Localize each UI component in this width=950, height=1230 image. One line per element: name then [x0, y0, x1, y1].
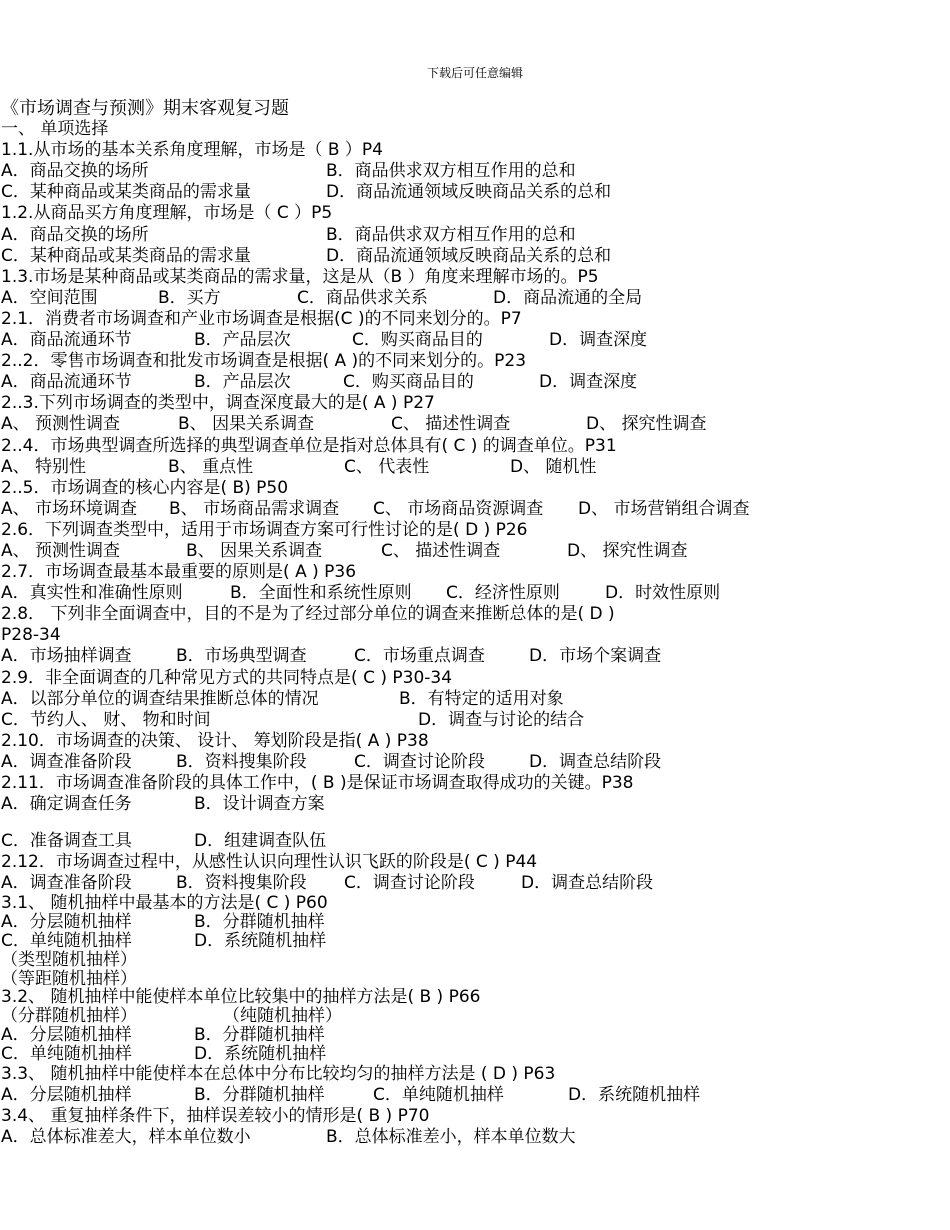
- section-heading: [1, 119, 946, 140]
- option-text: C、 市场商品资源调查: [373, 498, 544, 519]
- option-row: [1, 457, 946, 478]
- option-text: A．分层随机抽样: [1, 912, 132, 933]
- question-text: 2.12．市场调查过程中，从感性认识向理性认识飞跃的阶段是( C ) P44: [1, 852, 538, 873]
- option-row: [1, 246, 946, 267]
- option-row: [1, 1007, 946, 1026]
- option-text: C．节约人、 财、 物和时间: [1, 709, 211, 730]
- question-text: （类型随机抽样）: [1, 949, 137, 970]
- question-line: [1, 436, 946, 457]
- option-text: A．空间范围: [1, 287, 98, 308]
- question-line: [1, 393, 946, 414]
- option-text: A．市场抽样调查: [1, 646, 132, 667]
- option-row: [1, 1127, 946, 1148]
- question-text: 2.7．市场调查最基本最重要的原则是( A ) P36: [1, 562, 357, 583]
- option-text: C．单纯随机抽样: [1, 1043, 132, 1064]
- option-text: B、 因果关系调查: [178, 414, 315, 435]
- question-line: [1, 988, 946, 1007]
- option-row: [1, 1085, 946, 1106]
- question-line: [1, 604, 946, 625]
- option-text: A．调查准备阶段: [1, 751, 132, 772]
- question-text: 2.9．非全面调查的几种常见方式的共同特点是( C ) P30-34: [1, 667, 453, 688]
- option-text: B、 市场商品需求调查: [169, 498, 340, 519]
- option-text: D．时效性原则: [605, 583, 721, 604]
- question-text: 2..5．市场调查的核心内容是( B) P50: [1, 477, 289, 498]
- question-text: 2..3.下列市场调查的类型中，调查深度最大的是( A ) P27: [1, 393, 435, 414]
- question-text: 2..4．市场典型调查所选择的典型调查单位是指对总体具有( C ) 的调查单位。P31: [1, 435, 617, 456]
- option-text: A．商品流通环节: [1, 372, 132, 393]
- question-line: [1, 773, 946, 794]
- option-row: [1, 831, 946, 852]
- option-text: B．商品供求双方相互作用的总和: [326, 161, 576, 182]
- option-row: [1, 646, 946, 667]
- question-line: [1, 625, 946, 646]
- question-line: [1, 894, 946, 913]
- option-text: A．以部分单位的调查结果推断总体的情况: [1, 688, 319, 709]
- question-line: [1, 351, 946, 372]
- option-text: A、 市场环境调查: [1, 498, 138, 519]
- question-line: [1, 1064, 946, 1085]
- option-text: A．分层随机抽样: [1, 1025, 132, 1046]
- option-text: A、 预测性调查: [1, 414, 121, 435]
- document-title: [1, 98, 946, 119]
- option-text: C．市场重点调查: [354, 646, 485, 667]
- option-row: [1, 372, 946, 393]
- option-row: [1, 288, 946, 309]
- option-text: D、 市场营销组合调查: [578, 498, 750, 519]
- question-text: 2.8． 下列非全面调查中，目的不是为了经过部分单位的调查来推断总体的是( D ): [1, 604, 615, 625]
- option-text: B．分群随机抽样: [194, 1084, 325, 1105]
- question-text: 3.4、 重复抽样条件下，抽样误差较小的情形是( B ) P70: [1, 1105, 430, 1126]
- option-text: D、 随机性: [510, 456, 597, 477]
- question-line: [1, 267, 946, 288]
- option-text: B．买方: [158, 287, 221, 308]
- option-text: B．分群随机抽样: [194, 912, 325, 933]
- question-text: 3.2、 随机抽样中能使样本单位比较集中的抽样方法是( B ) P66: [1, 987, 481, 1008]
- option-text: B．产品层次: [194, 330, 291, 351]
- option-row: [1, 932, 946, 951]
- option-text: C．单纯随机抽样: [373, 1084, 504, 1105]
- option-text: A、 预测性调查: [1, 540, 121, 561]
- question-text: 3.1、 随机抽样中最基本的方法是( C ) P60: [1, 893, 328, 914]
- option-text: C．购买商品目的: [352, 330, 483, 351]
- question-list: [1, 140, 946, 1148]
- question-line: [1, 309, 946, 330]
- option-text: D．系统随机抽样: [194, 1043, 327, 1064]
- question-line: [1, 970, 946, 989]
- question-line: [1, 562, 946, 583]
- option-text: C．准备调查工具: [1, 831, 132, 852]
- option-row: [1, 794, 946, 815]
- option-row: [1, 1045, 946, 1064]
- option-text: D、 探究性调查: [567, 540, 688, 561]
- option-text: D．系统随机抽样: [568, 1084, 701, 1105]
- option-text: B．产品层次: [194, 372, 291, 393]
- option-text: D．系统随机抽样: [194, 931, 327, 952]
- document-body: [1, 98, 946, 1148]
- question-line: [1, 520, 946, 541]
- option-row: [1, 541, 946, 562]
- question-line: [1, 478, 946, 499]
- option-row: [1, 710, 946, 731]
- option-row: [1, 913, 946, 932]
- option-text: B．资料搜集阶段: [176, 751, 307, 772]
- question-line: [1, 951, 946, 970]
- question-line: [1, 668, 946, 689]
- option-row: [1, 414, 946, 435]
- option-row: [1, 499, 946, 520]
- option-text: C、 代表性: [344, 456, 430, 477]
- option-text: D、 探究性调查: [586, 414, 707, 435]
- option-text: D．调查总结阶段: [529, 751, 662, 772]
- question-line: [1, 140, 946, 161]
- question-line: [1, 852, 946, 873]
- option-text: C．购买商品目的: [343, 372, 474, 393]
- option-text: D．商品流通领域反映商品关系的总和: [326, 245, 612, 266]
- question-line: [1, 731, 946, 752]
- option-text: （纯随机抽样）: [223, 1006, 342, 1027]
- option-text: B．设计调查方案: [194, 794, 325, 815]
- option-text: B．分群随机抽样: [194, 1025, 325, 1046]
- option-row: [1, 330, 946, 351]
- question-text: 3.3、 随机抽样中能使样本在总体中分布比较均匀的抽样方法是 ( D ) P63: [1, 1063, 556, 1084]
- question-text: 2..2．零售市场调查和批发市场调查是根据( A )的不同来划分的。P23: [1, 351, 527, 372]
- option-text: B．商品供求双方相互作用的总和: [326, 224, 576, 245]
- option-row: [1, 225, 946, 246]
- option-text: B、 重点性: [168, 456, 254, 477]
- option-text: B．有特定的适用对象: [399, 688, 564, 709]
- question-text: P28-34: [1, 625, 61, 646]
- option-row: [1, 182, 946, 203]
- option-text: D．市场个案调查: [529, 646, 662, 667]
- option-text: D．商品流通领域反映商品关系的总和: [326, 182, 612, 203]
- option-text: B．资料搜集阶段: [176, 873, 307, 894]
- option-text: A．商品交换的场所: [1, 161, 149, 182]
- question-text: （等距随机抽样）: [1, 968, 137, 989]
- question-line: [1, 203, 946, 224]
- option-text: A．真实性和准确性原则: [1, 583, 183, 604]
- question-text: 1.1.从市场的基本关系角度理解，市场是（ B ）P4: [1, 140, 383, 161]
- option-text: A、 特别性: [1, 456, 87, 477]
- option-text: D．调查深度: [539, 372, 638, 393]
- option-row: [1, 161, 946, 182]
- option-text: C．单纯随机抽样: [1, 931, 132, 952]
- question-text: 2.1．消费者市场调查和产业市场调查是根据(C )的不同来划分的。P7: [1, 308, 522, 329]
- question-line: [1, 1106, 946, 1127]
- option-text: C．调查讨论阶段: [354, 751, 485, 772]
- option-text: C．经济性原则: [446, 583, 560, 604]
- option-text: C．某种商品或某类商品的需求量: [1, 245, 251, 266]
- option-text: A．确定调查任务: [1, 794, 132, 815]
- option-text: A．分层随机抽样: [1, 1084, 132, 1105]
- section-heading-text: 一、 单项选择: [1, 119, 109, 140]
- option-text: B、 因果关系调查: [186, 540, 323, 561]
- option-text: D．组建调查队伍: [194, 831, 327, 852]
- option-text: B．市场典型调查: [176, 646, 307, 667]
- document-title-text: 《市场调查与预测》期末客观复习题: [1, 98, 289, 119]
- option-text: D．商品流通的全局: [493, 287, 643, 308]
- option-text: C．商品供求关系: [297, 287, 428, 308]
- option-text: C、 描述性调查: [391, 414, 511, 435]
- option-row: [1, 1026, 946, 1045]
- option-row: [1, 752, 946, 773]
- option-text: A．调查准备阶段: [1, 873, 132, 894]
- option-text: （分群随机抽样）: [1, 1006, 137, 1027]
- option-text: C．某种商品或某类商品的需求量: [1, 182, 251, 203]
- question-text: 1.2.从商品买方角度理解，市场是（ C ）P5: [1, 203, 333, 224]
- page-header-note: 下载后可任意编辑: [426, 66, 523, 80]
- question-text: 2.6．下列调查类型中，适用于市场调查方案可行性讨论的是( D ) P26: [1, 519, 528, 540]
- question-text: 2.10．市场调查的决策、 设计、 筹划阶段是指( A ) P38: [1, 730, 429, 751]
- option-text: B．总体标准差小，样本单位数大: [326, 1126, 576, 1147]
- option-row: [1, 873, 946, 894]
- option-row: [1, 689, 946, 710]
- option-text: D．调查与讨论的结合: [418, 709, 585, 730]
- option-text: A．总体标准差大，样本单位数小: [1, 1126, 251, 1147]
- question-text: 2.11．市场调查准备阶段的具体工作中，( B )是保证市场调查取得成功的关键。P38: [1, 773, 634, 793]
- option-text: D．调查深度: [549, 330, 648, 351]
- option-text: A．商品交换的场所: [1, 224, 149, 245]
- option-text: B．全面性和系统性原则: [230, 583, 412, 604]
- option-text: C、 描述性调查: [381, 540, 501, 561]
- option-row: [1, 583, 946, 604]
- question-text: 1.3.市场是某种商品或某类商品的需求量，这是从（B ）角度来理解市场的。P5: [1, 266, 599, 287]
- option-text: A．商品流通环节: [1, 330, 132, 351]
- option-text: D．调查总结阶段: [521, 873, 654, 894]
- option-text: C．调查讨论阶段: [344, 873, 475, 894]
